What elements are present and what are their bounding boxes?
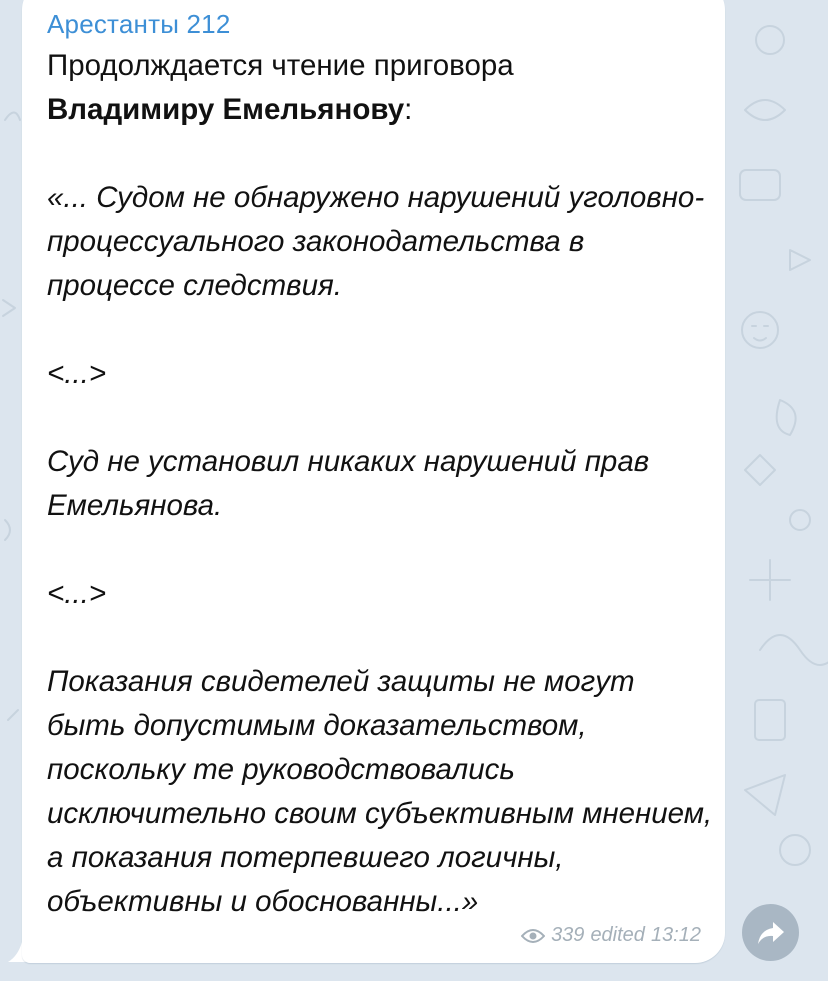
eye-icon — [521, 928, 545, 944]
message-paragraph: <...> — [47, 577, 107, 610]
bold-text: Владимиру Емельянову — [47, 93, 405, 126]
message-paragraph: Суд не установил никаких нарушений прав Емельянова. — [47, 445, 650, 522]
share-arrow-icon — [756, 920, 786, 946]
sender-name[interactable]: Арестанты 212 — [47, 9, 231, 39]
message-paragraph: <...> — [47, 357, 107, 390]
text-span: Продолждается чтение приговора — [47, 49, 514, 82]
message-time: 13:12 — [650, 924, 701, 946]
paragraph-gap — [47, 396, 717, 440]
message-paragraph — [47, 44, 717, 132]
message-paragraph: «... Судом не обнаружено нарушений уголовно-процессуального законодательства в процессе следствия. — [47, 181, 705, 302]
paragraph-gap — [47, 528, 717, 572]
text-span: : — [404, 93, 413, 126]
views-count: 339 — [551, 924, 585, 946]
share-button[interactable] — [742, 904, 799, 961]
message-meta — [521, 924, 701, 947]
paragraph-gap — [47, 616, 717, 660]
message-paragraph: Показания свидетелей защиты не могут быть допустимым доказательством, поскольку те руководствовались исключительно своим субъективным мнением, а показания потерпевшего логичны, объективны и обоснованны...» — [47, 665, 713, 918]
edited-label: edited — [590, 924, 645, 946]
paragraph-gap — [47, 308, 717, 352]
message-text — [47, 44, 717, 924]
paragraph-gap — [47, 132, 717, 176]
